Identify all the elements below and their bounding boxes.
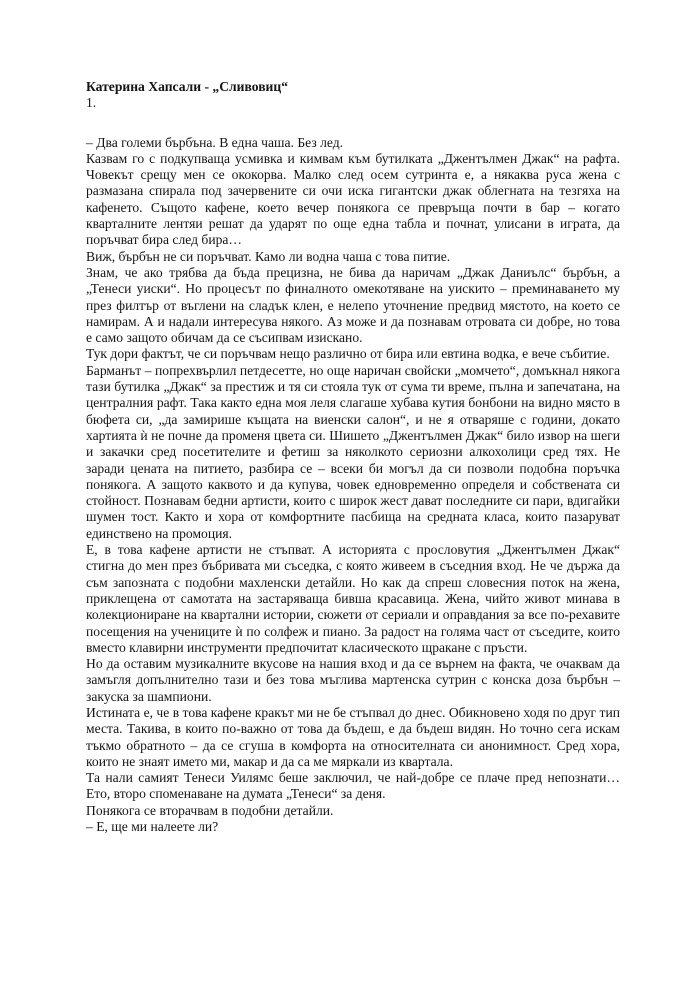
paragraph: Понякога се вторачвам в подобни детайли. [86, 802, 334, 818]
paragraph: Тук дори фактът, че си поръчвам нещо различно от бира или евтина водка, е вече събитие. [86, 346, 610, 362]
paragraph: Но да оставим музикалните вкусове на нашия вход и да се върнем на факта, че очаквам да замъгля допълнително тази и без това мъглива мартенска сутрин с конска доза бърбън – закуска за шампиони. [86, 656, 620, 704]
document-content [86, 79, 620, 835]
paragraph: Е, в това кафене артисти не стъпват. А историята с прословутия „Джентълмен Джак“ стигна до мен през бъбривата ми съседка, с която живеем в съседния вход. Не че държа да съм запозната с подобни махленски детайли. Но как да спреш словесния поток на жена, приклещена от самотата на застаряваща бивша красавица. Жена, чийто живот минава в колекциониране на квартални истории, сюжети от сериали и оправдания за все по-рехавите посещения на учениците ѝ по солфеж и пиано. За радост на голяма част от съседите, които вместо клавирни инструменти предпочитат класическото щракане с пръсти. [86, 542, 620, 655]
chapter-number: 1. [86, 95, 97, 111]
document-title: Катерина Хапсали - „Сливовиц“ [86, 79, 289, 94]
paragraph: Виж, бърбън не си поръчват. Камо ли водна чаша с това питие. [86, 248, 451, 264]
paragraph: Та нали самият Тенеси Уилямс беше заключил, че най-добре се плаче пред непознати… Ето, второ споменаване на думата „Тенеси“ за деня. [86, 770, 620, 802]
paragraph: Барманът – попрехвърлил петдесетте, но още наричан свойски „момчето“, домъкнал някога тази бутилка „Джак“ за престиж и тя си стояла тук от сума ти време, пълна и запечатана, на централния рафт. Така както една моя леля слагаше хубава кутия бонбони на видно място в бюфета си, „да замирише къщата на виенски салон“, и не я отваряше с години, докато хартията ѝ не почне да променя цвета си. Шишето „Джентълмен Джак“ било извор на шеги и закачки сред посетителите и фетиш за няколкото сериозни алкохолици сред тях. Не заради цената на питието, разбира се – всеки би могъл да си позволи подобна поръчка понякога. А защото каквото и да купува, човек едновременно определя и собствената си стойност. Познавам бедни артисти, които с широк жест дават последните си пари, вдигайки шумен тост. Както и хора от комфортните пасбища на средната класа, които пазаруват единствено на промоция. [86, 362, 620, 541]
paragraph: Знам, че ако трябва да бъда прецизна, не бива да наричам „Джак Даниълс“ бърбън, а „Тенеси уиски“. Но процесът по финалното омекотяване на уискито – преминаването му през филтър от въглени на сладък клен, е нелепо уточнение предвид мястото, на което се намирам. А и надали интересува някого. Аз може и да познавам отровата си добре, но това е само защото обичам да се съсипвам изискано. [86, 264, 620, 346]
paragraph: Истината е, че в това кафене кракът ми не бе стъпвал до днес. Обикновено ходя по друг тип места. Такива, в които по-важно от това да бъдеш, е да бъдеш видян. Но точно сега искам тъкмо обратното – да се сгуша в комфорта на относителната си анонимност. Сред хора, които не знаят името ми, макар и да са ме мяркали из квартала. [86, 704, 620, 769]
paragraph: – Е, ще ми налеете ли? [86, 819, 219, 835]
paragraph: Казвам го с подкупваща усмивка и кимвам към бутилката „Джентълмен Джак“ на рафта. Човекът срещу мен се ококорва. Малко след осем сутринта е, а някаква руса жена с размазана спирала под зачервените си очи иска гигантски джак облегната на тезгяха на кафенето. Същото кафене, което вечер понякога се превръща почти в бар – когато кварталните лентяи решат да ударят по още една табла и почнат, улисани в играта, да поръчват бира след бира… [86, 150, 620, 248]
paragraph: – Два големи бърбъна. В една чаша. Без лед. [86, 134, 344, 150]
document-body [86, 135, 620, 836]
